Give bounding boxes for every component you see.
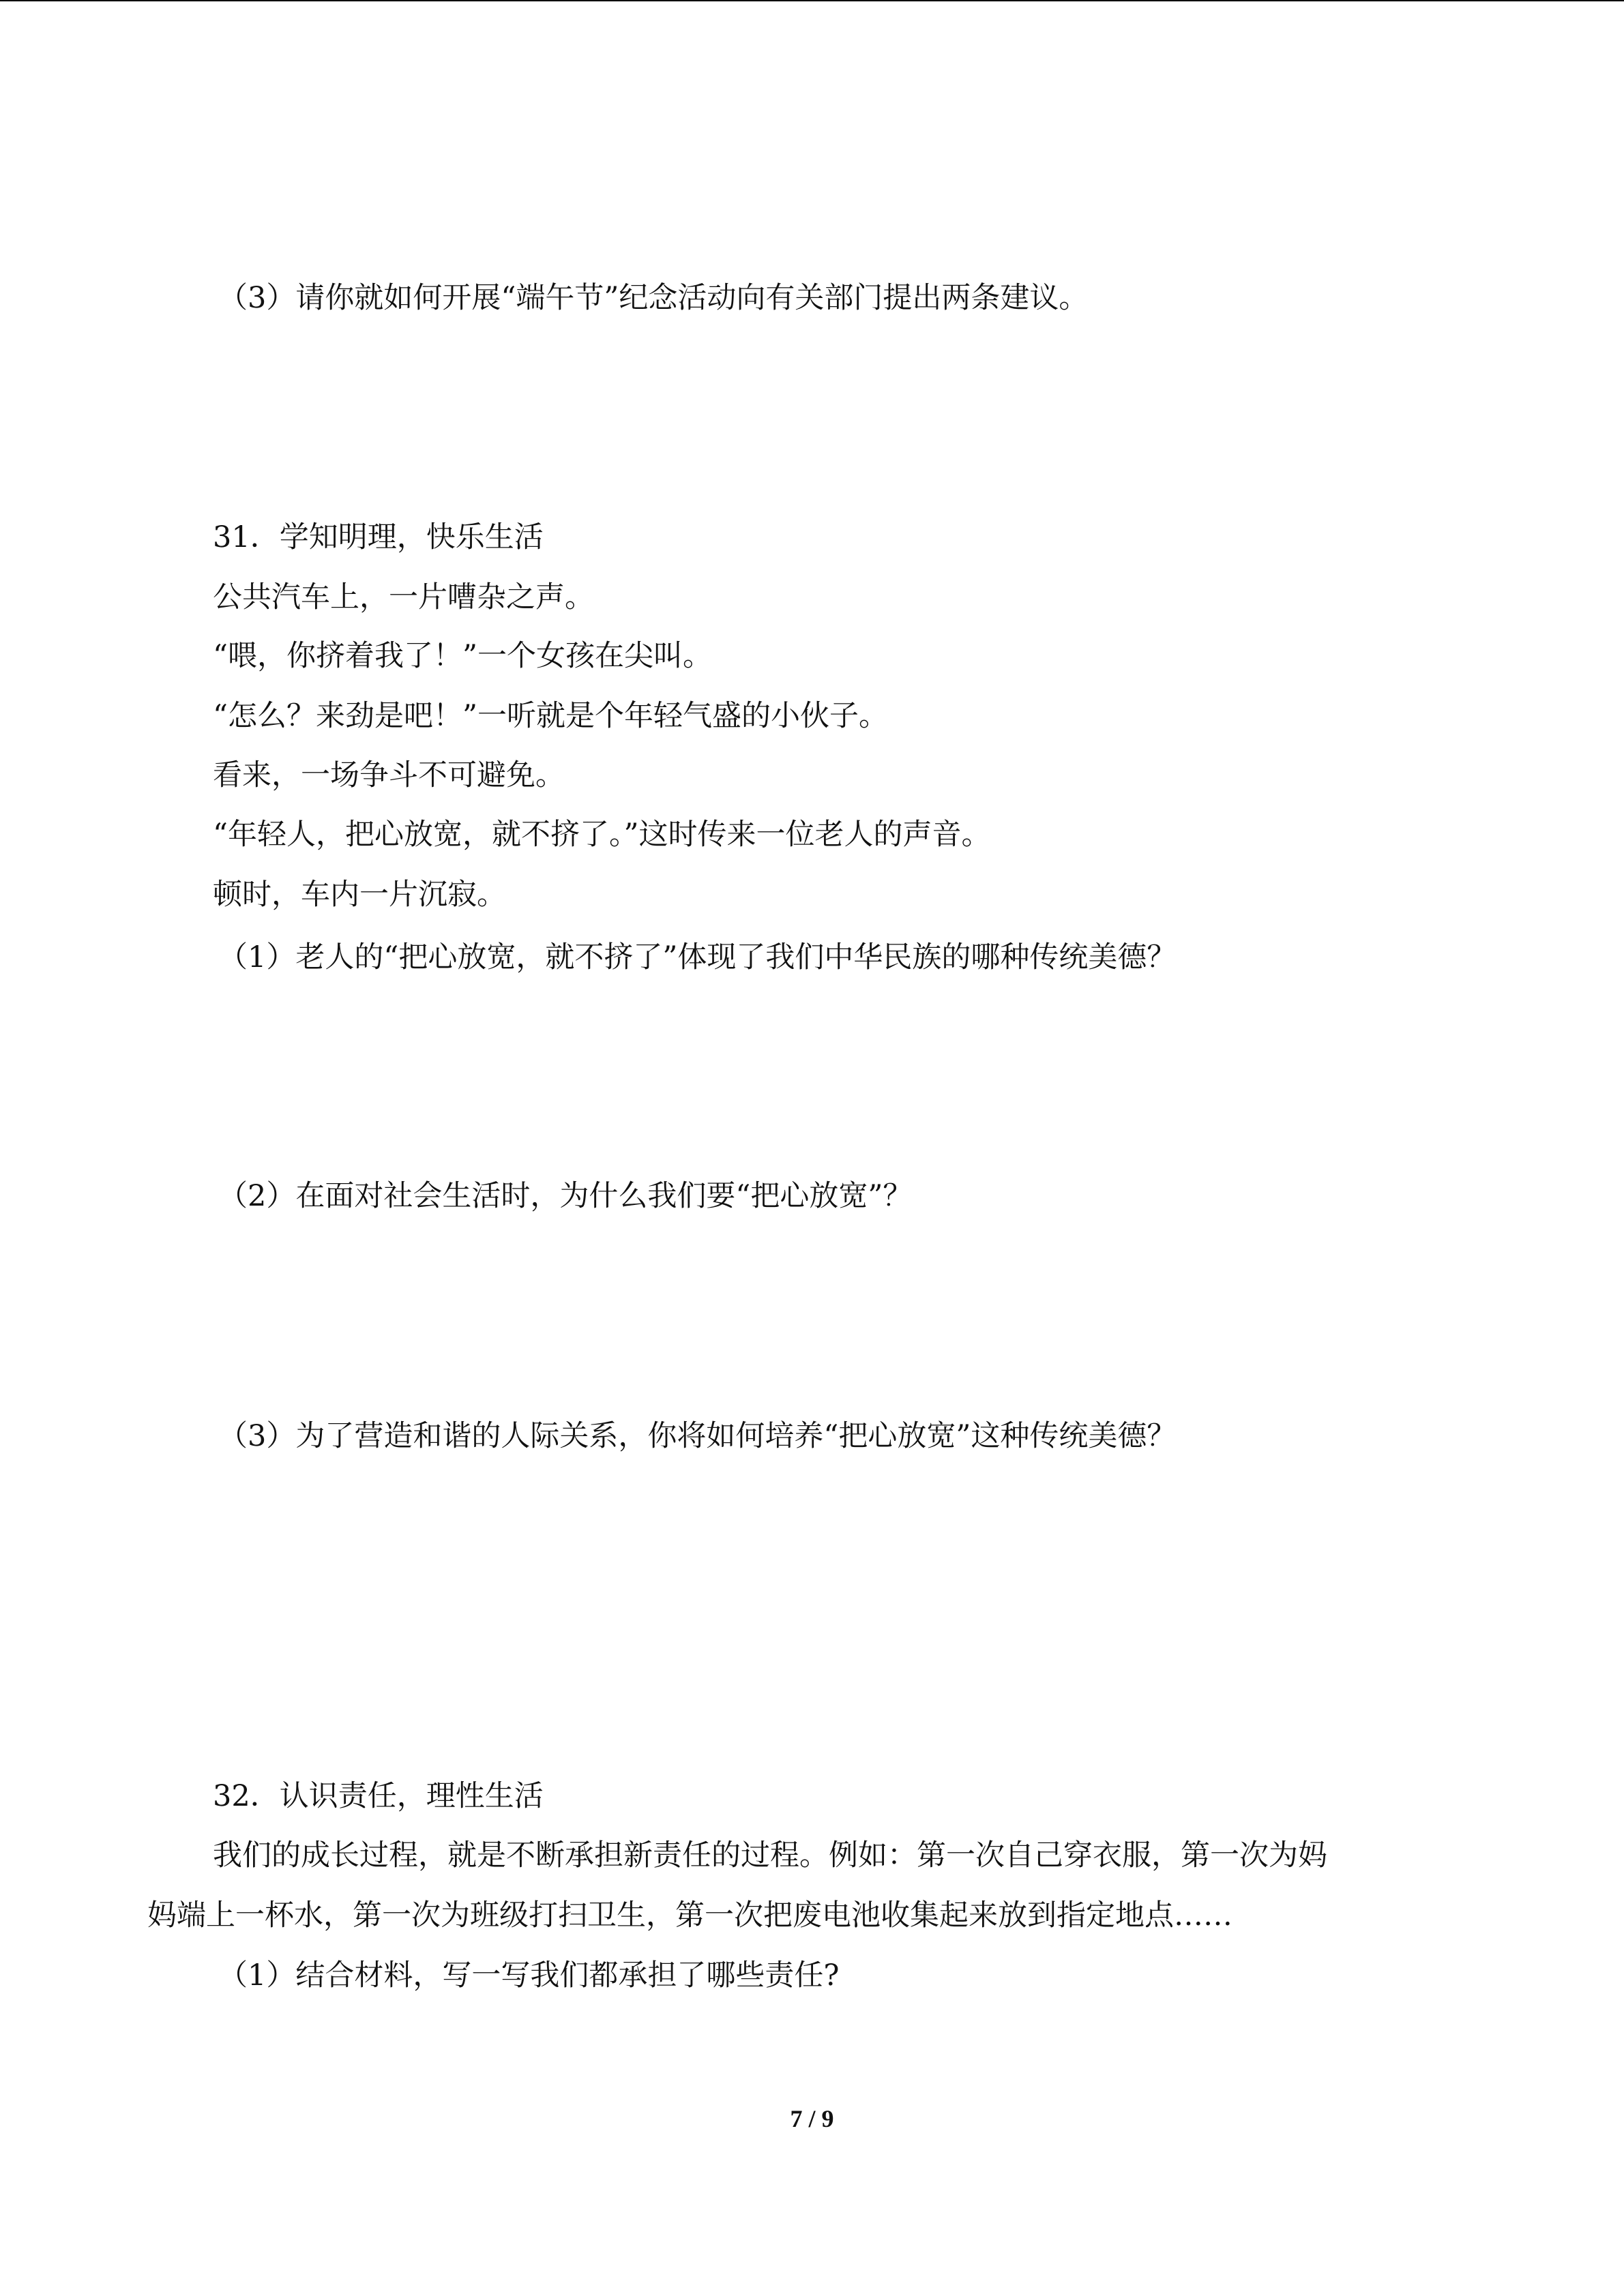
q31-part3-question: （3）为了营造和谐的人际关系，你将如何培养“把心放宽”这种传统美德？ xyxy=(218,1419,1177,1453)
q31-material-line-4: 看来，一场争斗不可避免。 xyxy=(213,758,565,792)
q30-part3-question: （3）请你就如何开展“端午节”纪念活动向有关部门提出两条建议。 xyxy=(218,281,1089,315)
q32-part1-question: （1）结合材料，写一写我们都承担了哪些责任? xyxy=(218,1958,840,1993)
q31-material-line-5: “年轻人，把心放宽，就不挤了。”这时传来一位老人的声音。 xyxy=(213,818,991,852)
q31-material-line-2: “喂，你挤着我了！”一个女孩在尖叫。 xyxy=(213,639,712,673)
q31-title: 31．学知明理，快乐生活 xyxy=(213,520,544,554)
q31-part2-question: （2）在面对社会生活时，为什么我们要“把心放宽”？ xyxy=(218,1179,913,1213)
q31-part1-question: （1）老人的“把心放宽，就不挤了”体现了我们中华民族的哪种传统美德？ xyxy=(218,940,1177,974)
page-number: 7 / 9 xyxy=(790,2105,834,2132)
q32-title: 32．认识责任，理性生活 xyxy=(213,1779,544,1813)
q31-material-line-1: 公共汽车上，一片嘈杂之声。 xyxy=(213,580,594,614)
q31-material-line-3: “怎么？来劲是吧！”一听就是个年轻气盛的小伙子。 xyxy=(213,699,888,733)
q32-material-line-1: 我们的成长过程，就是不断承担新责任的过程。例如：第一次自己穿衣服，第一次为妈 xyxy=(213,1838,1327,1873)
q31-material-line-6: 顿时，车内一片沉寂。 xyxy=(213,878,506,912)
q32-material-line-2: 妈端上一杯水，第一次为班级打扫卫生，第一次把废电池收集起来放到指定地点…… xyxy=(147,1898,1232,1933)
